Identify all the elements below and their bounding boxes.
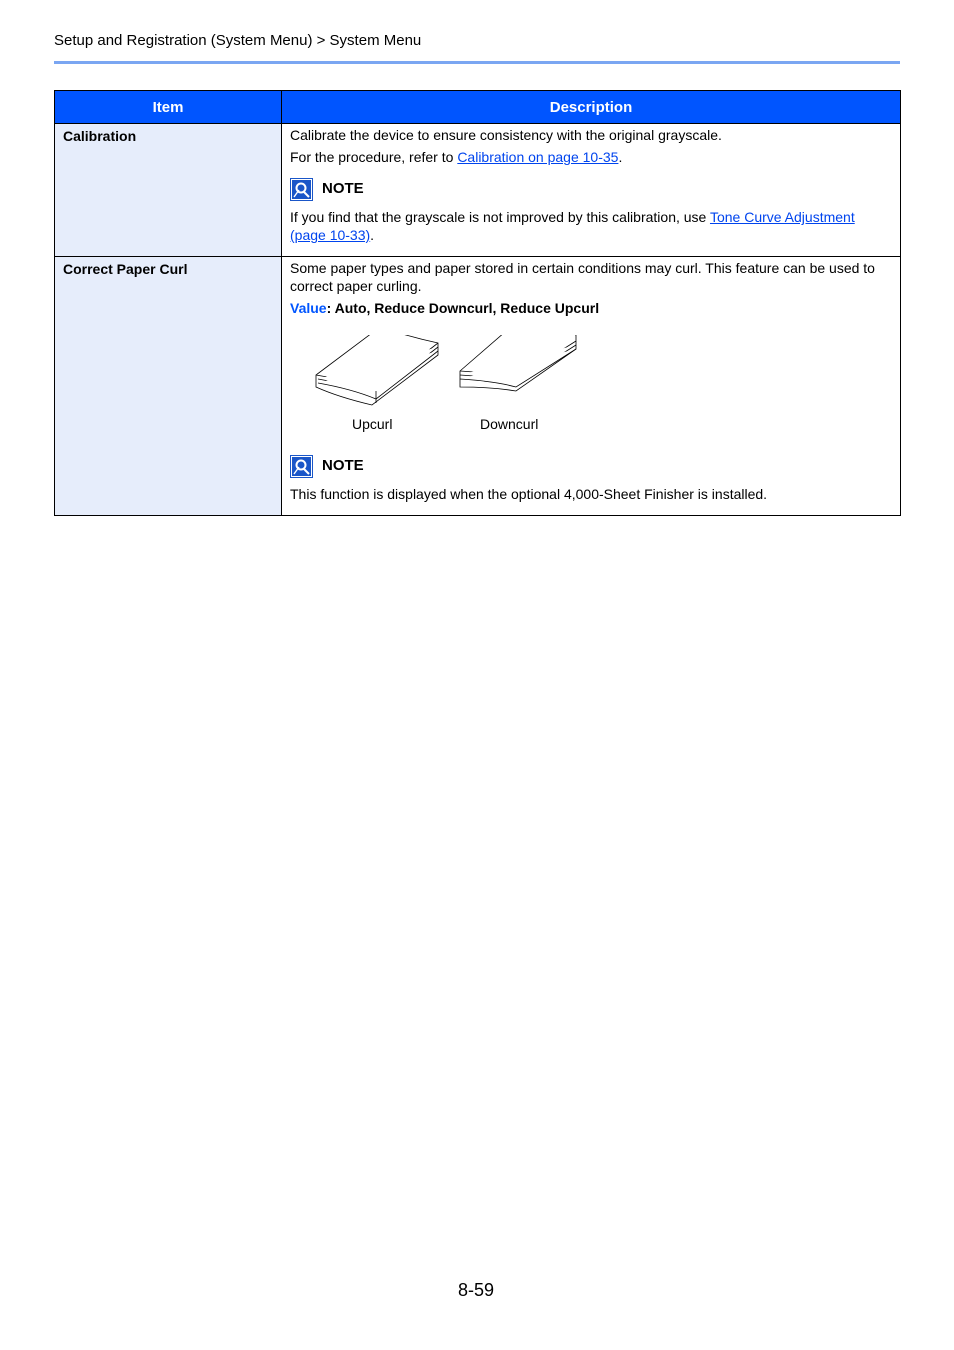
note-title: NOTE [322, 457, 364, 474]
item-calibration: Calibration [55, 124, 282, 257]
note-title: NOTE [322, 180, 364, 197]
page-number: 8-59 [458, 1280, 495, 1300]
column-header-description: Description [282, 91, 901, 124]
header-divider [54, 61, 900, 64]
note-heading [290, 176, 892, 202]
reference-suffix: . [618, 149, 623, 165]
system-menu-table [54, 90, 901, 516]
paper-curl-note-text: This function is displayed when the optional 4,000-Sheet Finisher is installed. [290, 486, 768, 502]
calibration-link[interactable]: Calibration on page 10-35 [457, 149, 619, 165]
description-calibration [282, 124, 901, 257]
paper-curl-description: Some paper types and paper stored in certain conditions may curl. This feature can be used to correct paper curling. [290, 260, 875, 294]
calibration-description: Calibrate the device to ensure consistency with the original grayscale. [290, 127, 722, 143]
value-options: : Auto, Reduce Downcurl, Reduce Upcurl [326, 300, 600, 316]
table-row-paper-curl [55, 257, 901, 516]
calibration-reference [290, 148, 892, 166]
note-icon [290, 178, 313, 201]
table-header-row [55, 91, 901, 124]
reference-prefix: For the procedure, refer to [290, 149, 458, 165]
value-label: Value [290, 300, 327, 316]
tone-curve-link[interactable]: Tone Curve Adjustment (page 10-33) [290, 209, 855, 243]
value-line [290, 299, 892, 317]
note-suffix: . [370, 227, 375, 243]
curl-illustration [290, 319, 892, 449]
upcurl-paper-image [316, 335, 438, 405]
note-icon [290, 455, 313, 478]
note-prefix: If you find that the grayscale is not improved by this calibration, use [290, 209, 710, 225]
item-correct-paper-curl: Correct Paper Curl [55, 257, 282, 516]
column-header-item: Item [55, 91, 282, 124]
caption-downcurl: Downcurl [480, 416, 539, 432]
note-heading [290, 453, 892, 479]
downcurl-paper-image [460, 335, 576, 391]
table-row-calibration [55, 124, 901, 257]
caption-upcurl: Upcurl [352, 416, 393, 432]
curl-illustration-svg [312, 335, 582, 410]
breadcrumb: Setup and Registration (System Menu) > System Menu [54, 32, 422, 49]
description-correct-paper-curl [282, 257, 901, 516]
calibration-note-text [290, 208, 892, 244]
